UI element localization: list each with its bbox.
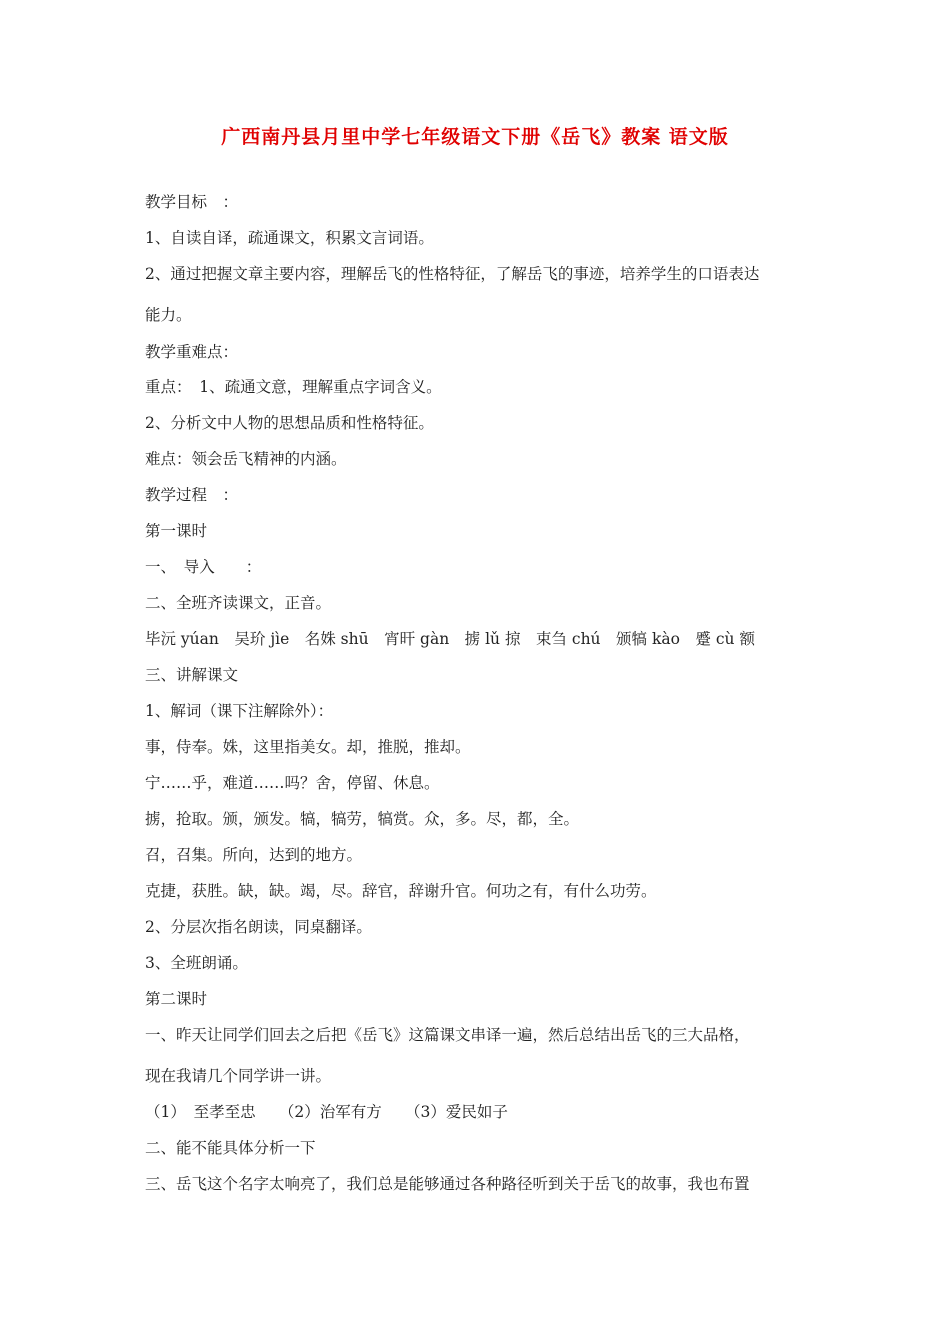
section-heading-difficulties: 教学重难点： xyxy=(145,343,239,361)
paragraph-line: 克捷，获胜。缺，缺。竭，尽。辞官，辞谢升官。何功之有，有什么功劳。 xyxy=(145,882,657,900)
traits-line: （1） 至孝至忠 （2）治军有方 （3）爱民如子 xyxy=(145,1103,508,1121)
paragraph-line: 宁……乎，难道……吗？舍，停留、休息。 xyxy=(145,774,440,792)
pronunciation-line: 毕沅 yúan 吴玠 jìe 名姝 shū 宵旰 gàn 掳 lǔ 掠 束刍 chú 颁犒 kào 蹙 cù 额 xyxy=(145,630,755,648)
paragraph-line: 一、昨天让同学们回去之后把《岳飞》这篇课文串译一遍，然后总结出岳飞的三大品格， xyxy=(145,1026,750,1044)
paragraph-line: 能力。 xyxy=(145,306,192,324)
paragraph-line: 现在我请几个同学讲一讲。 xyxy=(145,1067,332,1085)
paragraph-line: 重点： 1、疏通文意，理解重点字词含义。 xyxy=(145,378,442,396)
paragraph-line: 一、 导入 ： xyxy=(145,558,262,576)
paragraph-line: 2、分析文中人物的思想品质和性格特征。 xyxy=(145,414,434,432)
paragraph-line: 三、讲解课文 xyxy=(145,666,239,684)
paragraph-line: 三、岳飞这个名字太响亮了，我们总是能够通过各种路径听到关于岳飞的故事，我也布置 xyxy=(145,1175,750,1193)
paragraph-line: 3、全班朗诵。 xyxy=(145,954,248,972)
paragraph-line: 掳，抢取。颁，颁发。犒，犒劳，犒赏。众，多。尽，都，全。 xyxy=(145,810,580,828)
lesson-heading: 第二课时 xyxy=(145,990,208,1008)
document-title: 广西南丹县月里中学七年级语文下册《岳飞》教案 语文版 xyxy=(221,126,729,148)
paragraph-line: 难点：领会岳飞精神的内涵。 xyxy=(145,450,347,468)
paragraph-line: 1、解词（课下注解除外）： xyxy=(145,702,334,720)
paragraph-line: 事，侍奉。姝，这里指美女。却，推脱，推却。 xyxy=(145,738,471,756)
paragraph-line: 2、分层次指名朗读，同桌翻译。 xyxy=(145,918,372,936)
lesson-heading: 第一课时 xyxy=(145,522,208,540)
paragraph-line: 2、通过把握文章主要内容，理解岳飞的性格特征，了解岳飞的事迹，培养学生的口语表达 xyxy=(145,265,760,283)
paragraph-line: 二、能不能具体分析一下 xyxy=(145,1139,316,1157)
paragraph-line: 召，召集。所向，达到的地方。 xyxy=(145,846,363,864)
paragraph-line: 二、全班齐读课文，正音。 xyxy=(145,594,332,612)
section-heading-process: 教学过程 ： xyxy=(145,486,239,504)
paragraph-line: 1、自读自译，疏通课文，积累文言词语。 xyxy=(145,229,434,247)
section-heading-objectives: 教学目标 ： xyxy=(145,193,239,211)
